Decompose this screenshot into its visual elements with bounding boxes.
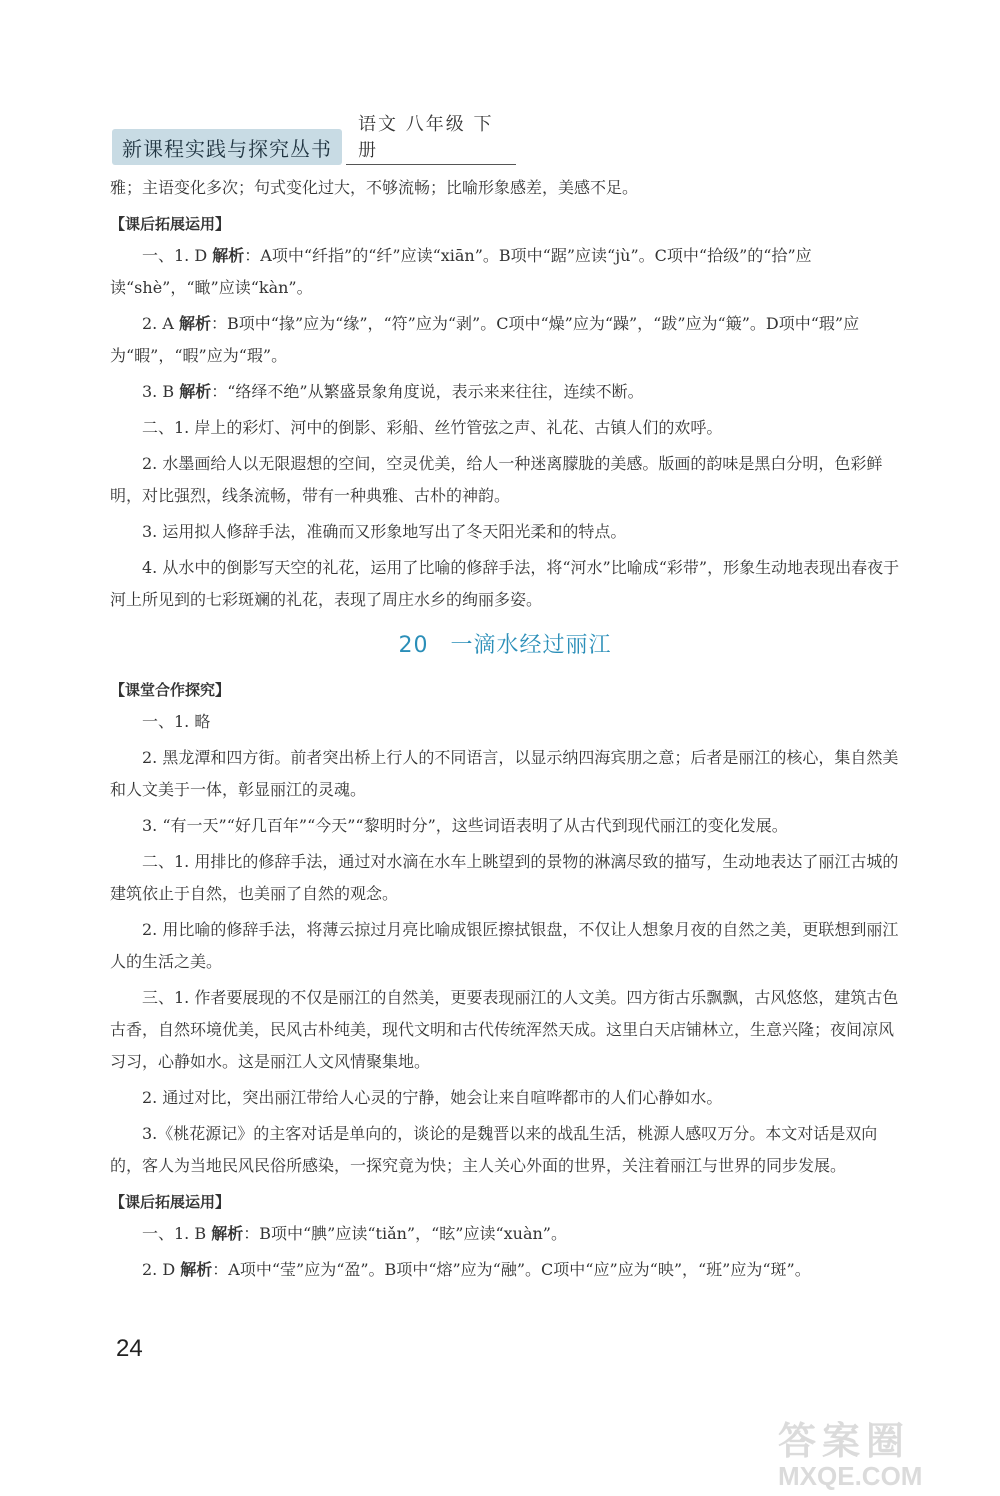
watermark-logo: 答案圈 xyxy=(778,1421,911,1463)
analysis-label: 解析 xyxy=(180,1260,213,1279)
running-header xyxy=(112,110,516,165)
answer-item: 4. 从水中的倒影写天空的礼花，运用了比喻的修辞手法，将“河水”比喻成“彩带”，形象生动地表现出春夜于河上所见到的七彩斑斓的礼花，表现了周庄水乡的绚丽多姿。 xyxy=(110,558,900,609)
answer-item: 三、1. 作者要展现的不仅是丽江的自然美，更要表现丽江的人文美。四方街古乐飘飘，古风悠悠，建筑古色古香，自然环境优美，民风古朴纯美，现代文明和古代传统浑然天成。这里白天店铺林立，生意兴隆；夜间凉风习习，心静如水。这是丽江人文风情聚集地。 xyxy=(110,988,899,1071)
answer-content xyxy=(110,172,900,1286)
answer-item: 2. 水墨画给人以无限遐想的空间，空灵优美，给人一种迷离朦胧的美感。版画的韵味是黑白分明，色彩鲜明，对比强烈，线条流畅，带有一种典雅、古朴的神韵。 xyxy=(110,454,883,505)
section-heading: 【课后拓展运用】 xyxy=(110,1193,231,1211)
analysis-label: 解析 xyxy=(211,1224,244,1243)
answer-item: 2. D 解析：A项中“莹”应为“盈”。B项中“熔”应为“融”。C项中“应”应为“映”，“班”应为“斑”。 xyxy=(142,1260,811,1279)
answer-item: 一、1. 略 xyxy=(142,712,211,731)
answer-item: 3. “有一天”“好几百年”“今天”“黎明时分”，这些词语表明了从古代到现代丽江的变化发展。 xyxy=(142,816,788,835)
answer-item: 一、1. D 解析：A项中“纤指”的“纤”应读“xiān”。B项中“踞”应读“jù”。C项中“拾级”的“拾”应读“shè”，“瞰”应读“kàn”。 xyxy=(110,246,812,297)
answer-item: 2. 用比喻的修辞手法，将薄云掠过月亮比喻成银匠擦拭银盘，不仅让人想象月夜的自然之美，更联想到丽江人的生活之美。 xyxy=(110,920,899,971)
answer-item: 一、1. B 解析：B项中“腆”应读“tiǎn”，“眩”应读“xuàn”。 xyxy=(142,1224,567,1243)
subject-grade: 语文 八年级 下册 xyxy=(346,110,516,165)
lesson-title xyxy=(110,630,900,662)
answer-item: 2. A 解析：B项中“掾”应为“缘”，“符”应为“剥”。C项中“燥”应为“躁”，“跋”应为“簸”。D项中“瑕”应为“暇”，“暇”应为“瑕”。 xyxy=(110,314,860,365)
answer-item: 2. 通过对比，突出丽江带给人心灵的宁静，她会让来自喧哗都市的人们心静如水。 xyxy=(142,1088,723,1107)
site-watermark xyxy=(778,1410,988,1490)
answer-item: 二、1. 岸上的彩灯、河中的倒影、彩船、丝竹管弦之声、礼花、古镇人们的欢呼。 xyxy=(142,418,723,437)
answer-item: 3. 运用拟人修辞手法，准确而又形象地写出了冬天阳光柔和的特点。 xyxy=(142,522,627,541)
answer-item: 2. 黑龙潭和四方街。前者突出桥上行人的不同语言，以显示纳四海宾朋之意；后者是丽江的核心，集自然美和人文美于一体，彰显丽江的灵魂。 xyxy=(110,748,899,799)
analysis-label: 解析 xyxy=(179,382,212,401)
page-number: 24 xyxy=(116,1335,143,1362)
lesson-name: 一滴水经过丽江 xyxy=(450,633,612,658)
analysis-label: 解析 xyxy=(212,246,245,265)
section-heading: 【课后拓展运用】 xyxy=(110,215,231,233)
section-heading: 【课堂合作探究】 xyxy=(110,681,231,699)
answer-item: 二、1. 用排比的修辞手法，通过对水滴在水车上眺望到的景物的淋漓尽致的描写，生动地表达了丽江古城的建筑依止于自然，也美丽了自然的观念。 xyxy=(110,852,899,903)
lesson-number: 20 xyxy=(398,633,429,658)
watermark-url: MXQE.COM xyxy=(778,1461,923,1491)
analysis-label: 解析 xyxy=(179,314,212,333)
answer-item: 3.《桃花源记》的主客对话是单向的，谈论的是魏晋以来的战乱生活，桃源人感叹万分。本文对话是双向的，客人为当地民风民俗所感染，一探究竟为快；主人关心外面的世界，关注着丽江与世界的同步发展。 xyxy=(110,1124,878,1175)
series-title: 新课程实践与探究丛书 xyxy=(112,129,342,165)
answer-item: 3. B 解析：“络绎不绝”从繁盛景象角度说，表示来来往往，连续不断。 xyxy=(142,382,644,401)
intro-text: 雅；主语变化多次；句式变化过大，不够流畅；比喻形象感差，美感不足。 xyxy=(110,178,639,197)
